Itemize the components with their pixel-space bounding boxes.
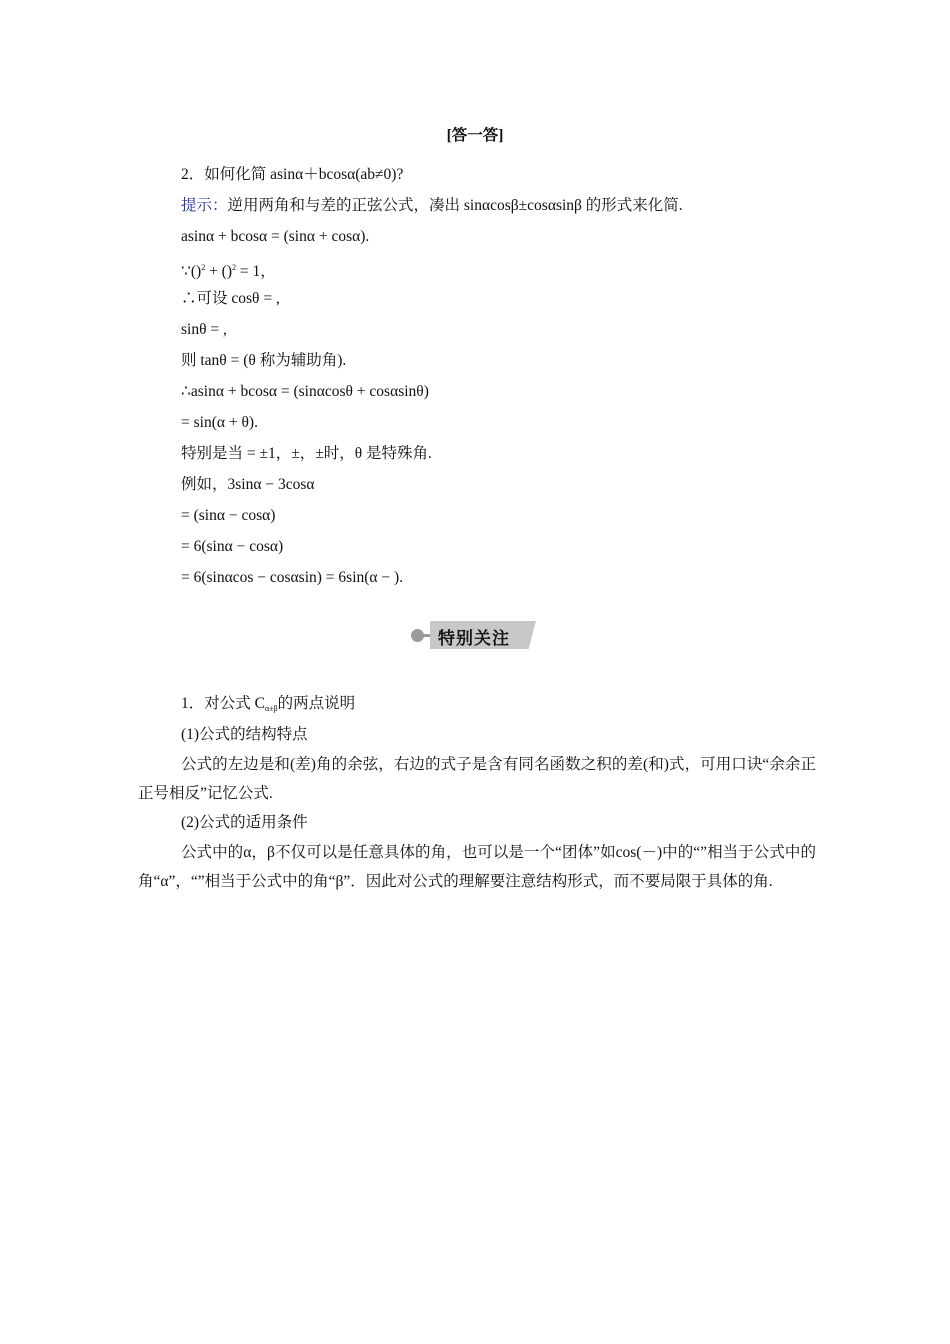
question-text: 2．如何化简 asinα＋bcosα(ab≠0)? (181, 166, 404, 183)
hint-line (181, 196, 683, 216)
derivation-line: = sin(α + θ). (181, 414, 258, 431)
sub-2-paragraph: 公式中的α，β不仅可以是任意具体的角，也可以是一个“团体”如cos(－)中的“”相当于公式中的角“α”，“”相当于公式中的角“β”．因此对公式的理解要注意结构形式，而不要局限于具体的角. (138, 844, 816, 890)
derivation-line: = 6(sinαcos − cosαsin) = 6sin(α − ). (181, 569, 404, 586)
banner-title: 特别关注 (438, 629, 510, 649)
sub-2-heading: (2)公式的适用条件 (181, 814, 308, 831)
hint-text: 逆用两角和与差的正弦公式，凑出 sinαcosβ±cosαsinβ 的形式来化简. (227, 197, 683, 214)
banner-bullet-icon (411, 629, 424, 642)
derivation-line: 则 tanθ = (θ 称为辅助角). (181, 352, 347, 369)
derivation-line: = 6(sinα − cosα) (181, 538, 284, 555)
derivation-line: ∴asinα + bcosα = (sinαcosθ + cosαsinθ) (181, 383, 429, 400)
derivation-line: sinθ = , (181, 321, 227, 338)
derivation-line: = (sinα − cosα) (181, 507, 276, 524)
item-1-heading: 1．对公式 $C_{\alpha\pm\beta}$的两点说明 (181, 695, 356, 713)
hint-label: 提示： (181, 197, 228, 214)
derivation-line: ∴可设 cosθ = , (181, 290, 280, 307)
derivation-line-squares: ∵()$^2$ + ()$^2$ = 1， (181, 263, 276, 280)
sub-1-paragraph: 公式的左边是和(差)角的余弦，右边的式子是含有同名函数之积的差(和)式，可用口诀“余余正正号相反”记忆公式. (138, 756, 816, 802)
sub-1-heading: (1)公式的结构特点 (181, 726, 308, 743)
derivation-line: asinα + bcosα = (sinα + cosα). (181, 228, 370, 245)
section-title: [答一答] (446, 127, 504, 144)
derivation-line: 例如，3sinα − 3cosα (181, 476, 315, 493)
special-attention-banner (411, 621, 537, 651)
derivation-line: 特别是当 = ±1，±，±时，θ 是特殊角. (181, 445, 432, 462)
